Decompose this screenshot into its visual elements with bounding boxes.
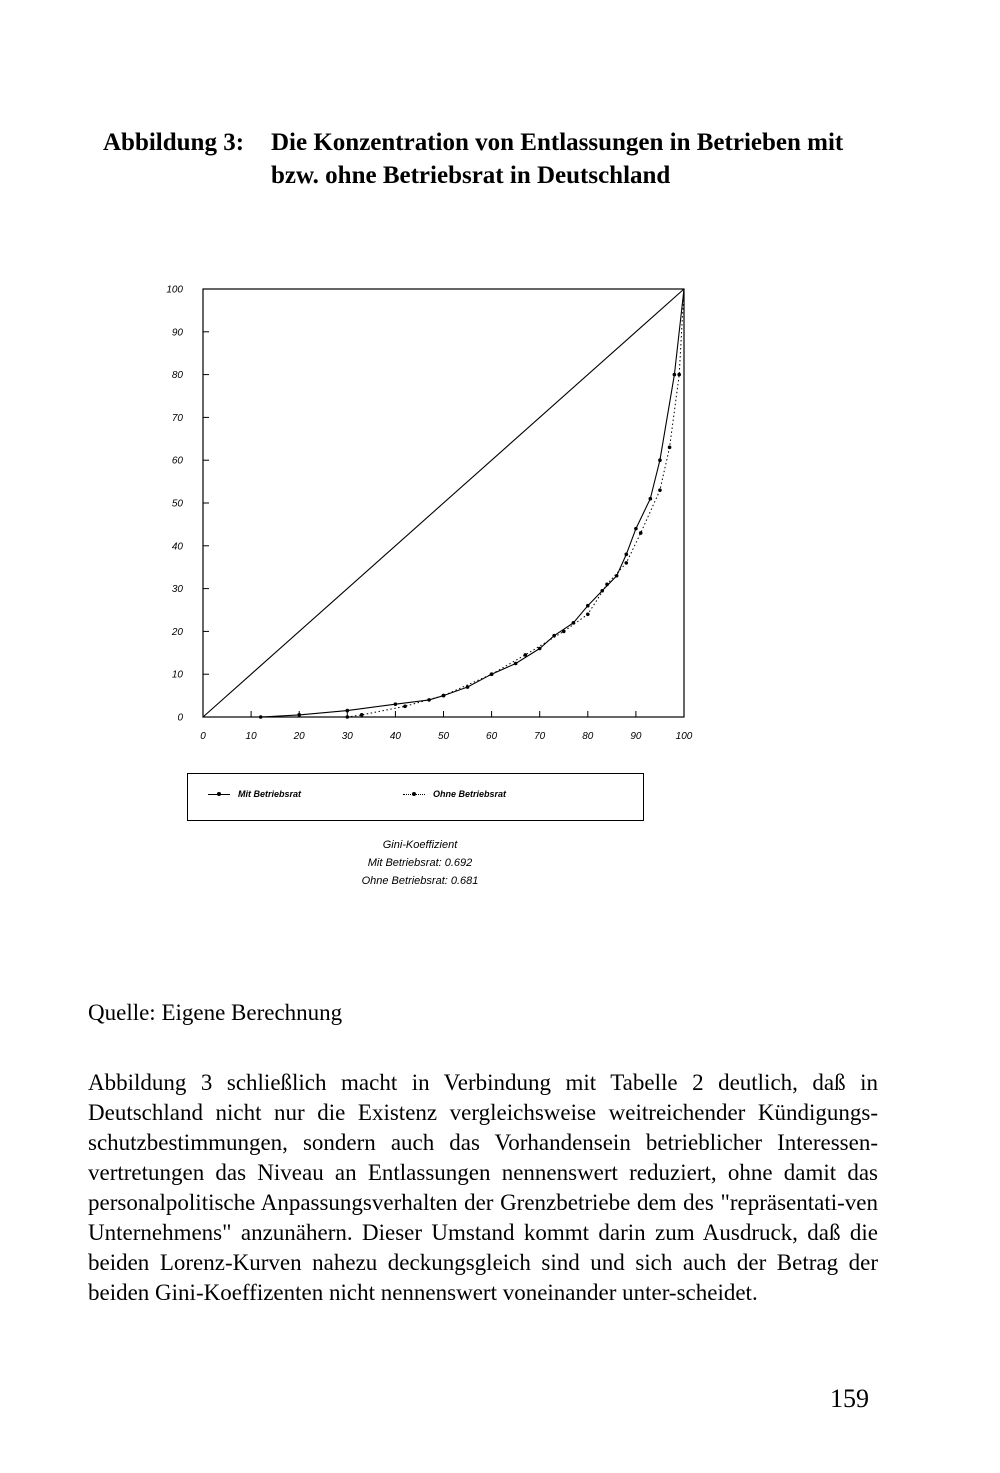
y-tick-label: 60 [171, 455, 183, 467]
data-point-mit-betriebsrat [514, 662, 518, 666]
x-tick-label: 100 [675, 731, 693, 742]
lorenz-chart [150, 270, 710, 750]
x-tick-label: 90 [630, 731, 642, 742]
x-tick-label: 60 [486, 731, 498, 742]
data-point-ohne-betriebsrat [346, 715, 350, 719]
y-tick-label: 100 [166, 284, 183, 296]
y-tick-label: 90 [171, 327, 183, 339]
data-point-mit-betriebsrat [297, 713, 301, 717]
figure-title: Die Konzentration von Entlassungen in Betrieben mit bzw. ohne Betriebsrat in Deutschland [271, 129, 844, 189]
data-point-ohne-betriebsrat [624, 561, 628, 565]
data-point-mit-betriebsrat [615, 574, 619, 578]
data-point-ohne-betriebsrat [668, 446, 672, 450]
data-point-mit-betriebsrat [658, 458, 662, 462]
legend-label-ohne: Ohne Betriebsrat [433, 789, 507, 799]
y-tick-label: 80 [171, 370, 183, 382]
data-point-ohne-betriebsrat [442, 694, 446, 698]
x-tick-label: 20 [293, 731, 305, 742]
legend-entry-mit [208, 789, 301, 799]
y-tick-label: 20 [171, 626, 183, 638]
data-point-ohne-betriebsrat [677, 373, 681, 377]
source-note: Quelle: Eigene Berechnung [88, 1000, 343, 1025]
data-point-mit-betriebsrat [673, 373, 677, 377]
page-number: 159 [830, 1384, 869, 1413]
legend-dotted-line-icon [403, 794, 425, 795]
data-point-ohne-betriebsrat [562, 630, 566, 634]
y-tick-label: 10 [171, 669, 183, 681]
gini-mit: Mit Betriebsrat: 0.692 [367, 857, 473, 869]
data-point-mit-betriebsrat [346, 709, 350, 713]
data-point-ohne-betriebsrat [403, 705, 407, 709]
data-point-mit-betriebsrat [634, 527, 638, 531]
x-axis [200, 711, 693, 742]
data-point-ohne-betriebsrat [605, 583, 609, 587]
data-point-mit-betriebsrat [466, 685, 470, 689]
y-tick-label: 40 [171, 541, 183, 553]
data-point-mit-betriebsrat [586, 604, 590, 608]
series-line-gleichverteilung [203, 289, 684, 717]
y-tick-label: 30 [171, 584, 183, 596]
legend-label-mit: Mit Betriebsrat [238, 789, 302, 799]
data-point-ohne-betriebsrat [523, 653, 527, 657]
y-tick-label: 50 [171, 498, 183, 510]
x-tick-label: 40 [389, 731, 401, 742]
figure-label: Abbildung 3: [103, 129, 245, 156]
chart-legend [187, 773, 644, 821]
series-layer [203, 289, 684, 719]
data-point-ohne-betriebsrat [586, 612, 590, 616]
gini-ohne: Ohne Betriebsrat: 0.681 [361, 875, 479, 887]
data-point-ohne-betriebsrat [490, 672, 494, 676]
data-point-mit-betriebsrat [394, 702, 398, 706]
body-paragraph: Abbildung 3 schließlich macht in Verbindung mit Tabelle 2 deutlich, daß in Deutschland nicht nur die Existenz vergleichsweise weitreichender Kündigungs-schutzbestimmungen, sondern auch das Vorhandensein betrieblicher Interessen-vertretungen das Niveau an Entlassungen nennenswert reduziert, ohne damit das personalpolitische Anpassungsverhalten der Grenzbetriebe dem des "repräsentati-ven Unternehmens" anzunähern. Dieser Umstand kommt darin zum Ausdruck, daß die beiden Lorenz-Kurven nahezu deckungsgleich sind und sich auch der Betrag der beiden Gini-Koeffizenten nicht nennenswert voneinander unter-scheidet. [88, 1070, 878, 1305]
legend-solid-line-icon [208, 794, 230, 795]
data-point-mit-betriebsrat [600, 589, 604, 593]
y-tick-label: 0 [177, 712, 183, 724]
x-tick-label: 50 [437, 731, 450, 742]
data-point-mit-betriebsrat [427, 698, 431, 702]
data-point-ohne-betriebsrat [639, 531, 643, 535]
data-point-ohne-betriebsrat [658, 488, 662, 492]
gini-title: Gini-Koeffizient [382, 839, 458, 851]
data-point-mit-betriebsrat [624, 553, 628, 557]
x-tick-label: 0 [200, 731, 206, 742]
legend-entry-ohne [403, 789, 506, 799]
x-tick-label: 80 [582, 731, 594, 742]
x-tick-label: 70 [534, 731, 546, 742]
data-point-mit-betriebsrat [538, 647, 542, 651]
x-tick-label: 10 [245, 731, 257, 742]
gini-box [300, 836, 540, 890]
y-tick-label: 70 [171, 412, 183, 424]
x-tick-label: 30 [341, 731, 353, 742]
data-point-ohne-betriebsrat [360, 713, 364, 717]
data-point-mit-betriebsrat [649, 497, 653, 501]
